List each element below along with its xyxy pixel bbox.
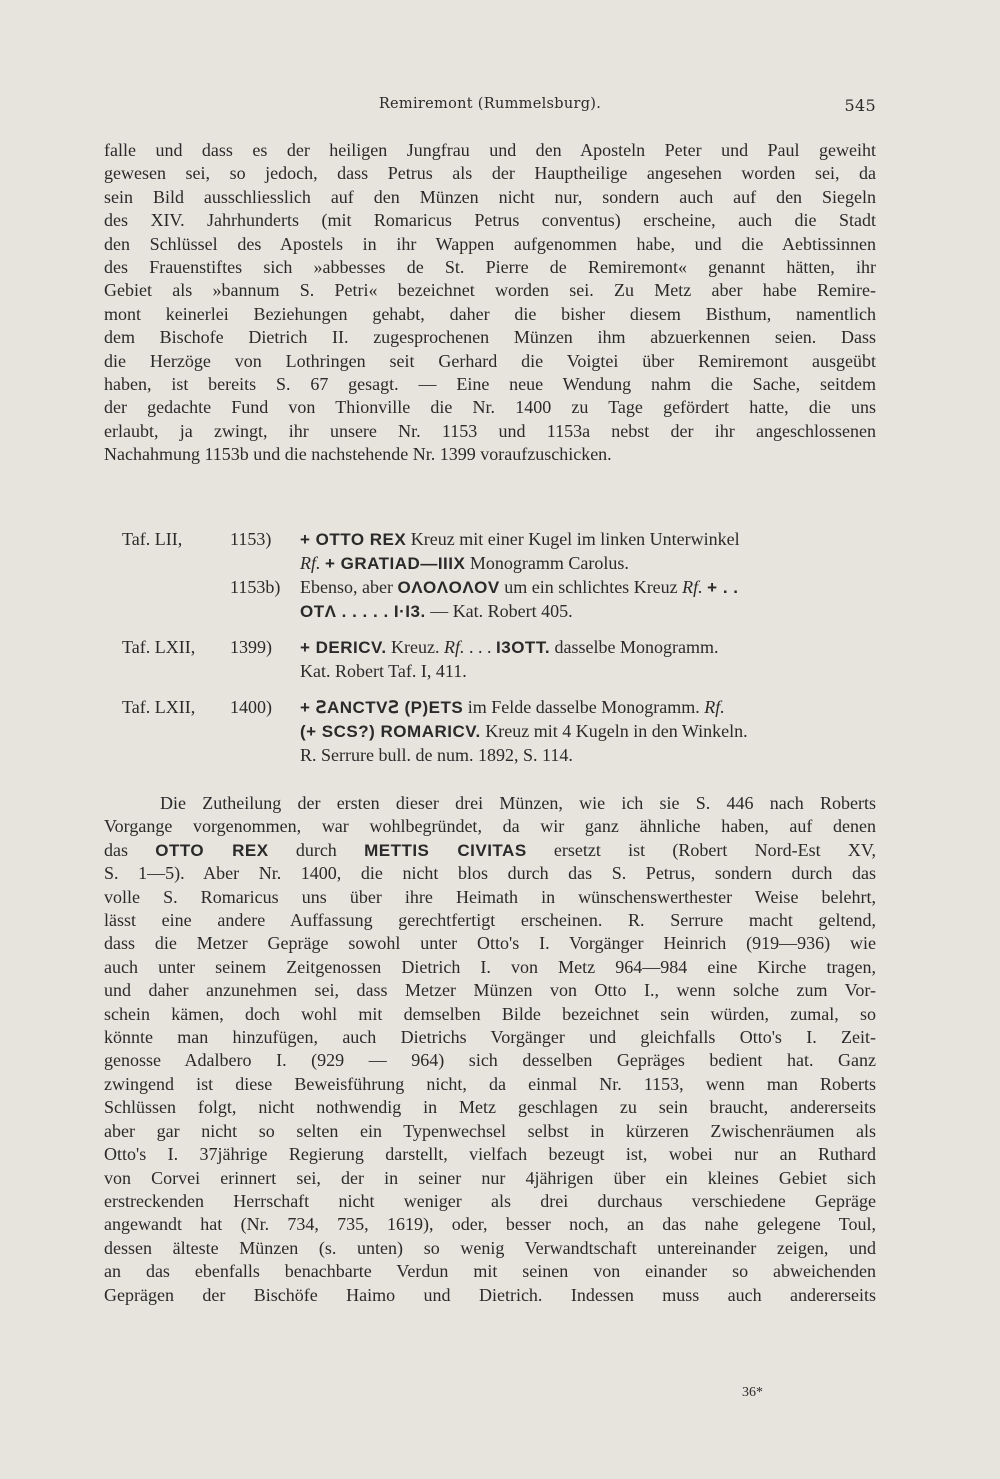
signature-mark: 36* (742, 1385, 763, 1400)
catalog-number: 1399) (230, 637, 272, 657)
text-line-with-legends (104, 839, 876, 862)
catalog-entry-1153b (104, 577, 876, 601)
page-number: 545 (844, 96, 876, 115)
entry-description (300, 637, 719, 658)
catalog-entry-1399-reference (104, 661, 876, 685)
plate-reference: Taf. LII, (122, 529, 183, 549)
description-text: im Felde dasselbe Monogramm. (467, 697, 700, 717)
text-line: des Frauenstiftes sich »abbesses de St. Pierre de Remiremont« genannt hätten, ihr (104, 257, 876, 278)
plate-reference: Taf. LXII, (122, 697, 196, 717)
entry-description (300, 553, 629, 574)
text-line: schein kämen, doch wohl mit demselben Bilde bezeichnet sein würden, zumal, so (104, 1003, 876, 1024)
catalog-entry-1399 (104, 637, 876, 661)
plate-reference: Taf. LXII, (122, 637, 196, 657)
text-line: den Schlüssel des Apostels in ihr Wappen aufgenommen habe, und die Aebtissinnen (104, 233, 876, 254)
catalog-number: 1153b) (230, 577, 281, 597)
entry-description (300, 529, 740, 550)
paragraph-1 (104, 139, 876, 467)
text-fragment: das (104, 839, 128, 860)
text-line: dessen älteste Münzen (s. unten) so wenig Verwandtschaft untereinander zeigen, und (104, 1237, 876, 1258)
description-text: Ebenso, aber (300, 577, 393, 597)
text-line: mont keinerlei Beziehungen gehabt, daher die bisher diesem Bisthum, namentlich (104, 303, 876, 324)
text-line: die Herzöge von Lothringen seit Gerhard die Voigtei über Remiremont ausgeübt (104, 350, 876, 371)
text-line: erlaubt, ja zwingt, ihr unsere Nr. 1153 und 1153a nebst der ihr angeschlossenen (104, 420, 876, 441)
coin-legend: OTTO REX (155, 840, 269, 860)
description-text: Monogramm Carolus. (469, 553, 629, 573)
text-line: an das ebenfalls benachbarte Verdun mit seinen von einander so abweichenden (104, 1261, 876, 1282)
description-text: Kreuz mit 4 Kugeln in den Winkeln. (485, 721, 748, 741)
description-text: Kreuz. (391, 637, 440, 657)
text-line: Geprägen der Bischöfe Haimo und Dietrich. Indessen muss auch andererseits (104, 1284, 876, 1305)
coin-legend: OΛOΛOΛOV (397, 578, 500, 597)
text-line: erstreckenden Herrschaft nicht weniger als drei durchaus verschiedene Gepräge (104, 1190, 876, 1211)
catalog-entry-1400-reverse (104, 721, 876, 745)
text-line: gewesen sei, so jedoch, dass Petrus als der Hauptheilige angesehen worden sei, da (104, 163, 876, 184)
coin-catalog (104, 529, 876, 769)
text-line: Gebiet als »bannum S. Petri« bezeichnet worden sei. Zu Metz aber habe Remire- (104, 280, 876, 301)
text-fragment: ersetzt ist (Robert Nord-Est XV, (553, 839, 877, 860)
text-line: Schlüssen folgt, nicht nothwendig in Metz geschlagen zu sein braucht, andererseits (104, 1097, 876, 1118)
reverse-abbrev: Rf. (444, 637, 465, 657)
text-line: könnte man hinzufügen, auch Dietrichs Vorgänger und gleichfalls Otto's I. Zeit- (104, 1027, 876, 1048)
coin-legend: + ꙄANCTVꙄ (P)ETS (300, 698, 464, 717)
text-line: genosse Adalbero I. (929 — 964) sich desselben Gepräges bedient hat. Ganz (104, 1050, 876, 1071)
coin-legend: + DERICV. (300, 638, 387, 657)
text-line: lässt eine andere Auffassung gerechtfertigt erscheinen. R. Serrure macht geltend, (104, 910, 876, 931)
reverse-abbrev: Rf. (704, 697, 725, 717)
description-text: dasselbe Monogramm. (554, 637, 719, 657)
description-text: . . . (469, 637, 492, 657)
text-line: Otto's I. 37jährige Regierung darstellt, vielfach bezeugt ist, wobei nur an Ruthard (104, 1144, 876, 1165)
entry-description (300, 577, 739, 598)
text-line: von Corvei erinnert sei, der in seiner nur 4jährigen über ein kleines Gebiet sich (104, 1167, 876, 1188)
description-text: Kreuz mit einer Kugel im linken Unterwinkel (410, 529, 740, 549)
text-line: angewandt hat (Nr. 734, 735, 1619), oder, besser noch, an das nahe gelegene Toul, (104, 1214, 876, 1235)
coin-legend: + OTTO REX (300, 530, 407, 549)
catalog-entry-1153b-reverse (104, 601, 876, 625)
text-line: S. 1—5). Aber Nr. 1400, die nicht blos durch das S. Petrus, sondern durch das (104, 863, 876, 884)
text-line: auch unter seinem Zeitgenossen Dietrich I. von Metz 964—984 eine Kirche tragen, (104, 956, 876, 977)
entry-description (300, 601, 573, 622)
catalog-entry-1153 (104, 529, 876, 553)
text-line: zwingend ist diese Beweisführung nicht, da einmal Nr. 1153, wenn man Roberts (104, 1073, 876, 1094)
reference-text: R. Serrure bull. de num. 1892, S. 114. (300, 745, 573, 765)
coin-legend: + . . (707, 578, 739, 597)
text-line: des XIV. Jahrhunderts (mit Romaricus Petrus conventus) erscheine, auch die Stadt (104, 210, 876, 231)
catalog-number: 1400) (230, 697, 272, 717)
text-line: volle S. Romaricus uns über ihre Heimath in wünschenswerthester Weise belehrt, (104, 886, 876, 907)
catalog-entry-1400-reference (104, 745, 876, 769)
catalog-number: 1153) (230, 529, 272, 549)
reference-text: Kat. Robert Taf. I, 411. (300, 661, 467, 681)
text-line: falle und dass es der heiligen Jungfrau und den Aposteln Peter und Paul geweiht (104, 140, 876, 160)
catalog-entry-1153-reverse (104, 553, 876, 577)
entry-description (300, 697, 725, 718)
text-fragment: durch (295, 839, 337, 860)
text-line: haben, ist bereits S. 67 gesagt. — Eine neue Wendung nahm die Sache, seitdem (104, 374, 876, 395)
paragraph-2 (104, 792, 876, 1307)
text-line: der gedachte Fund von Thionville die Nr. 1400 zu Tage gefördert hatte, die uns (104, 397, 876, 418)
text-line: Die Zutheilung der ersten dieser drei Münzen, wie ich sie S. 446 nach Roberts (160, 793, 876, 813)
text-line: dass die Metzer Gepräge sowohl unter Otto's I. Vorgänger Heinrich (919—936) wie (104, 933, 876, 954)
catalog-entry-1400 (104, 697, 876, 721)
text-line: sein Bild ausschliesslich auf den Münzen nicht nur, sondern auch auf den Siegeln (104, 186, 876, 207)
description-text: — Kat. Robert 405. (430, 601, 573, 621)
coin-legend: OTΛ . . . . . I·I3. (300, 602, 426, 621)
reverse-abbrev: Rf. (682, 577, 703, 597)
coin-legend: I3OTT. (496, 638, 551, 657)
text-line: und daher anzunehmen sei, dass Metzer Münzen von Otto I., wenn solche zum Vor- (104, 980, 876, 1001)
coin-legend: + GRATIAD—IIIX (325, 554, 466, 573)
entry-description (300, 721, 748, 742)
running-header (104, 96, 876, 120)
description-text: um ein schlichtes Kreuz (504, 577, 678, 597)
coin-legend: METTIS CIVITAS (364, 840, 527, 860)
reverse-abbrev: Rf. (300, 553, 321, 573)
text-line: Nachahmung 1153b und die nachstehende Nr. 1399 voraufzuschicken. (104, 444, 612, 465)
text-line: aber gar nicht so selten ein Typenwechsel selbst in kürzeren Zwischenräumen als (104, 1120, 876, 1141)
running-title: Remiremont (Rummelsburg). (378, 96, 602, 112)
text-line: dem Bischofe Dietrich II. zugesprochenen Münzen ihm abzuerkennen seien. Dass (104, 327, 876, 348)
text-line: Vorgange vorgenommen, war wohlbegründet, da wir ganz ähnliche haben, auf denen (104, 816, 876, 837)
coin-legend: (+ SCS?) ROMARICV. (300, 722, 481, 741)
